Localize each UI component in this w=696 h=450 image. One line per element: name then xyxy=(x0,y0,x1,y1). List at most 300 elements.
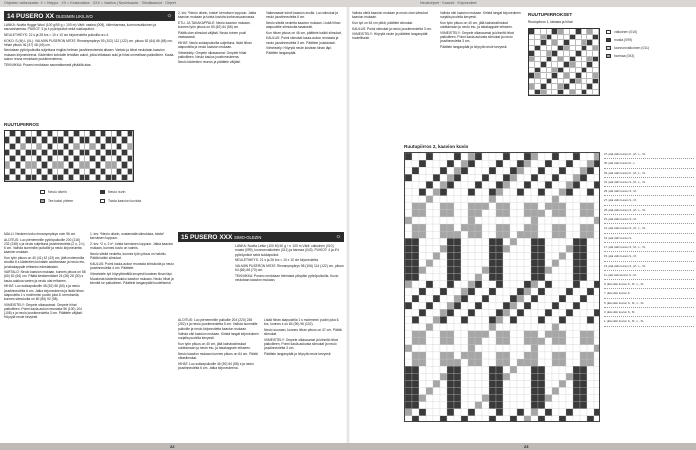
big-chart-cell xyxy=(419,217,426,224)
big-chart-cell xyxy=(433,238,440,245)
col-h-p4: Päättele langanpäät ja höyrytä neule kevyesti. xyxy=(440,44,508,49)
big-chart-cell xyxy=(559,153,566,160)
big-chart-cell xyxy=(587,395,594,402)
big-chart-cell xyxy=(482,153,489,160)
big-chart-cell xyxy=(475,252,482,259)
big-chart-cell xyxy=(496,395,503,402)
big-chart-cell xyxy=(594,395,600,402)
big-chart-cell xyxy=(503,267,510,274)
big-chart-cell xyxy=(419,174,426,181)
big-chart-cell xyxy=(447,387,454,394)
big-chart-cell xyxy=(440,402,447,409)
big-chart-cell xyxy=(531,338,538,345)
big-chart-cell xyxy=(433,345,440,352)
big-chart-cell xyxy=(433,174,440,181)
big-chart-cell xyxy=(559,331,566,338)
pattern-14-materials: LANKA: Novita Hygge Wool (100 g/50 g = 100 m) Värit: vaalea (008), hiilenharmaa, luonnonvalkoinen ja sauvanharmaa. PUIKOT: 3 ja 4 pyöröpuikot sekä sukkapuikot. xyxy=(4,23,156,32)
big-chart-cell xyxy=(545,395,552,402)
big-chart-cell xyxy=(587,210,594,217)
big-chart-cell xyxy=(468,181,475,188)
big-chart-cell xyxy=(580,267,587,274)
big-chart-cell xyxy=(461,338,468,345)
big-chart-cell xyxy=(447,267,454,274)
big-chart-cell xyxy=(475,160,482,167)
big-chart-cell xyxy=(580,189,587,196)
big-chart-cell xyxy=(489,274,496,281)
big-chart-cell xyxy=(538,217,545,224)
sun-icon: ☼ xyxy=(166,12,172,19)
big-chart-cell xyxy=(475,245,482,252)
big-chart-cell xyxy=(461,217,468,224)
big-chart-cell xyxy=(433,309,440,316)
big-chart-cell xyxy=(454,267,461,274)
big-chart-cell xyxy=(531,380,538,387)
big-chart-cell xyxy=(405,189,412,196)
big-chart-cell xyxy=(412,409,419,416)
row-note: 25. jätä välin kuvion S., M., L., XL xyxy=(604,206,694,215)
big-chart-cell xyxy=(468,288,475,295)
big-chart-cell xyxy=(496,302,503,309)
big-chart-cell xyxy=(475,402,482,409)
big-chart-cell xyxy=(489,252,496,259)
big-chart-cell xyxy=(496,409,503,416)
big-chart-cell xyxy=(524,274,531,281)
big-chart-cell xyxy=(594,245,600,252)
big-chart-cell xyxy=(538,416,545,422)
big-chart-cell xyxy=(545,324,552,331)
big-chart-cell xyxy=(405,302,412,309)
big-chart-cell xyxy=(496,281,503,288)
big-chart-cell xyxy=(538,395,545,402)
big-chart-cell xyxy=(545,409,552,416)
big-chart-cell xyxy=(538,331,545,338)
big-chart-cell xyxy=(580,416,587,422)
big-chart-cell xyxy=(461,373,468,380)
big-chart-cell xyxy=(440,189,447,196)
big-chart-cell xyxy=(475,231,482,238)
big-chart-cell xyxy=(482,359,489,366)
big-chart-cell xyxy=(405,295,412,302)
big-chart-cell xyxy=(580,238,587,245)
big-chart-cell xyxy=(496,309,503,316)
big-chart-cell xyxy=(545,338,552,345)
big-chart-cell xyxy=(524,217,531,224)
big-chart-cell xyxy=(510,387,517,394)
big-chart-cell xyxy=(496,153,503,160)
big-chart-cell xyxy=(538,387,545,394)
col-b-p4: KAULUS: Poimi kaula-aukon reunasta silmukoita ja neulo joustinneuletta 4 cm. Päättele. xyxy=(90,261,174,270)
big-chart-cell xyxy=(510,302,517,309)
big-chart-cell xyxy=(538,281,545,288)
big-chart-cell xyxy=(468,231,475,238)
big-chart-cell xyxy=(524,302,531,309)
big-chart-cell xyxy=(489,238,496,245)
big-chart-cell xyxy=(531,416,538,422)
big-chart-cell xyxy=(566,345,573,352)
big-chart-cell xyxy=(552,395,559,402)
big-chart-cell xyxy=(433,245,440,252)
big-chart-cell xyxy=(419,295,426,302)
big-chart-cell xyxy=(587,309,594,316)
big-chart-cell xyxy=(412,302,419,309)
big-chart-cell xyxy=(412,387,419,394)
big-chart-cell xyxy=(538,309,545,316)
big-chart-cell xyxy=(447,260,454,267)
big-chart-cell xyxy=(426,203,433,210)
big-chart-cell xyxy=(496,366,503,373)
big-chart-cell xyxy=(510,160,517,167)
big-chart-cell xyxy=(405,395,412,402)
big-chart-cell xyxy=(531,387,538,394)
column-c xyxy=(178,11,262,221)
big-chart-cell xyxy=(454,387,461,394)
big-chart-cell xyxy=(510,352,517,359)
big-chart-cell xyxy=(524,160,531,167)
big-chart-cell xyxy=(412,181,419,188)
big-chart-cell xyxy=(524,174,531,181)
big-chart-cell xyxy=(503,252,510,259)
pattern-15-technique: TEKNIIKKA: Pusero neulotaan helmasta ylöspäin pyöröpuikoilla. Kuvio neulotaan kaavion mukaan. xyxy=(235,273,339,282)
big-chart-cell xyxy=(524,352,531,359)
big-chart-cell xyxy=(419,373,426,380)
big-chart-cell xyxy=(538,302,545,309)
big-chart-cell xyxy=(580,160,587,167)
big-chart-cell xyxy=(538,359,545,366)
big-chart-cell xyxy=(454,160,461,167)
big-chart-cell xyxy=(580,331,587,338)
big-chart-cell xyxy=(524,288,531,295)
big-chart-cell xyxy=(440,366,447,373)
big-chart-cell xyxy=(552,224,559,231)
big-chart-cell xyxy=(426,309,433,316)
big-chart-cell xyxy=(489,174,496,181)
big-chart-cell xyxy=(587,302,594,309)
big-chart-cell xyxy=(517,281,524,288)
big-chart-cell xyxy=(587,260,594,267)
big-chart-cell xyxy=(496,224,503,231)
big-chart-cell xyxy=(517,402,524,409)
big-chart-cell xyxy=(433,167,440,174)
big-chart-cell xyxy=(594,345,600,352)
big-chart-cell xyxy=(510,395,517,402)
big-chart-cell xyxy=(440,295,447,302)
big-chart-cell xyxy=(566,281,573,288)
big-chart-cell xyxy=(496,288,503,295)
big-chart-cell xyxy=(566,274,573,281)
big-chart-cell xyxy=(580,316,587,323)
rib-legend-item xyxy=(40,199,73,203)
big-chart-cell xyxy=(412,252,419,259)
big-chart-cell xyxy=(412,245,419,252)
big-chart-cell xyxy=(426,380,433,387)
big-chart-cell xyxy=(580,274,587,281)
big-chart-cell xyxy=(545,281,552,288)
big-chart-cell xyxy=(405,267,412,274)
big-chart-cell xyxy=(517,324,524,331)
big-chart-cell xyxy=(447,252,454,259)
big-chart-cell xyxy=(580,260,587,267)
big-chart-cell xyxy=(475,210,482,217)
big-chart-cell xyxy=(454,189,461,196)
big-chart-cell xyxy=(587,324,594,331)
big-chart-cell xyxy=(454,217,461,224)
col-e-p0: ALOITUS: Luo pienemmille puikoille 204 (220) 236 (252) s ja neulo joustinneuletta 5 cm. Vaihda isommille puikoille ja neulo kirjoneuletta kaavion mukaan. xyxy=(178,318,258,331)
big-chart-cell xyxy=(566,260,573,267)
big-chart-cell xyxy=(482,281,489,288)
big-chart-cell xyxy=(475,345,482,352)
big-chart-cell xyxy=(405,160,412,167)
big-chart-cell xyxy=(468,210,475,217)
big-chart-cell xyxy=(433,160,440,167)
big-chart-cell xyxy=(461,380,468,387)
big-chart-cell xyxy=(559,409,566,416)
big-chart-cell xyxy=(461,387,468,394)
col-g-p2: Kun työ on 64 cm pitkä, päättele silmukat. xyxy=(352,20,414,25)
big-chart-cell xyxy=(475,217,482,224)
big-chart-cell xyxy=(552,316,559,323)
big-chart-cell xyxy=(531,402,538,409)
rib-legend-item xyxy=(100,190,125,194)
big-chart-cell xyxy=(475,174,482,181)
big-chart-cell xyxy=(419,309,426,316)
col-f-p1: Lisää hihan alapuolella 1 s molemmin puolin joka 6. krs, kunnes s on 84 (90) 96 (102). xyxy=(264,318,340,327)
big-chart-cell xyxy=(482,380,489,387)
big-chart-cell xyxy=(468,416,475,422)
big-chart-cell xyxy=(573,252,580,259)
big-chart-cell xyxy=(566,252,573,259)
big-chart-cell xyxy=(545,224,552,231)
big-chart-cell xyxy=(580,245,587,252)
big-chart-cell xyxy=(468,373,475,380)
big-chart-cell xyxy=(419,189,426,196)
big-chart-cell xyxy=(524,196,531,203)
big-chart-cell xyxy=(573,409,580,416)
big-chart-cell xyxy=(580,402,587,409)
column-f xyxy=(264,318,344,440)
big-chart-cell xyxy=(552,231,559,238)
big-chart-cell xyxy=(433,402,440,409)
big-chart-cell xyxy=(524,345,531,352)
big-chart-cell xyxy=(489,189,496,196)
big-chart-cell xyxy=(531,324,538,331)
big-chart-cell xyxy=(454,288,461,295)
big-chart-cell xyxy=(503,160,510,167)
big-chart-cell xyxy=(454,203,461,210)
big-chart-cell xyxy=(489,245,496,252)
big-chart-cell xyxy=(447,210,454,217)
big-chart-cell xyxy=(580,174,587,181)
col-f-p2: Neulo suoraan, kunnes hihan pituus on 47 cm. Päätä silmukat. xyxy=(264,327,342,337)
big-chart-cell xyxy=(531,274,538,281)
big-chart-cell xyxy=(552,324,559,331)
big-chart-cell xyxy=(594,302,600,309)
big-chart-cell xyxy=(433,196,440,203)
big-chart-cell xyxy=(503,288,510,295)
pattern-15-sizes: VALMIIN PUSERON MITAT: Rinnanympärys 98 (106) 114 (122) cm, pituus 64 (66) 68 (70) cm. xyxy=(235,263,344,273)
big-chart-cell xyxy=(573,217,580,224)
big-chart-cell xyxy=(538,153,545,160)
big-chart-cell xyxy=(440,174,447,181)
big-chart-cell xyxy=(573,373,580,380)
big-chart-cell xyxy=(552,153,559,160)
big-chart-cell xyxy=(496,210,503,217)
big-chart-cell xyxy=(447,167,454,174)
big-chart-cell xyxy=(482,160,489,167)
big-chart-cell xyxy=(531,359,538,366)
big-chart-cell xyxy=(566,210,573,217)
big-chart-cell xyxy=(510,295,517,302)
big-chart-cell xyxy=(517,252,524,259)
big-chart-cell xyxy=(475,395,482,402)
big-chart-cell xyxy=(447,274,454,281)
big-chart-cell xyxy=(412,402,419,409)
big-chart-cell xyxy=(419,352,426,359)
big-chart-cell xyxy=(524,359,531,366)
big-chart-cell xyxy=(468,359,475,366)
big-chart-cell xyxy=(405,338,412,345)
big-chart-cell xyxy=(503,203,510,210)
big-chart-cell xyxy=(538,260,545,267)
column-b xyxy=(90,232,174,440)
big-chart-cell xyxy=(433,217,440,224)
big-chart-cell xyxy=(503,338,510,345)
big-chart-cell xyxy=(503,366,510,373)
legend-label: Neulo nurin xyxy=(108,190,126,194)
big-chart-cell xyxy=(538,196,545,203)
big-chart-cell xyxy=(426,181,433,188)
big-chart-cell xyxy=(580,167,587,174)
big-chart-cell xyxy=(461,331,468,338)
row-note: 11. jätä välin kuvion S., M. xyxy=(604,271,694,280)
big-chart-cell xyxy=(433,302,440,309)
big-chart-cell xyxy=(433,338,440,345)
big-chart-cell xyxy=(524,366,531,373)
big-chart-cell xyxy=(496,324,503,331)
big-chart-cell xyxy=(594,203,600,210)
big-chart-cell xyxy=(559,288,566,295)
big-chart-cell xyxy=(510,174,517,181)
big-chart-cell xyxy=(510,402,517,409)
big-chart-cell xyxy=(405,288,412,295)
big-chart-cell xyxy=(461,316,468,323)
big-chart-cell xyxy=(489,359,496,366)
big-chart-cell xyxy=(489,416,496,422)
big-chart-cell xyxy=(573,316,580,323)
big-chart-cell xyxy=(524,324,531,331)
big-chart-cell xyxy=(580,373,587,380)
big-chart-cell xyxy=(489,181,496,188)
big-chart-cell xyxy=(587,224,594,231)
big-chart-cell xyxy=(475,181,482,188)
right-legend-item xyxy=(606,54,634,58)
big-chart-cell xyxy=(468,153,475,160)
big-chart-cell xyxy=(468,402,475,409)
big-chart-cell xyxy=(426,260,433,267)
big-chart-cell xyxy=(461,224,468,231)
big-chart-cell xyxy=(594,181,600,188)
big-chart-cell xyxy=(552,274,559,281)
row-note: 17. jätä välin kuvion S., M., L., XL xyxy=(604,243,694,252)
big-chart-cell xyxy=(545,387,552,394)
big-chart-cell xyxy=(412,309,419,316)
big-chart-cell xyxy=(461,210,468,217)
big-chart-cell xyxy=(538,352,545,359)
big-chart-cell xyxy=(440,281,447,288)
big-chart-cell xyxy=(496,217,503,224)
big-chart-cell xyxy=(580,338,587,345)
big-chart-cell xyxy=(461,238,468,245)
rib-cell xyxy=(128,175,133,181)
big-chart-cell xyxy=(412,380,419,387)
big-chart-cell xyxy=(440,181,447,188)
big-chart-cell xyxy=(482,288,489,295)
big-chart-cell xyxy=(531,153,538,160)
big-chart-cell xyxy=(419,167,426,174)
pattern-15-difficulty: XXX xyxy=(219,233,233,241)
big-chart-cell xyxy=(538,366,545,373)
big-chart-cell xyxy=(482,345,489,352)
row-note: 9. jätä välin kuvion S., M., L., XL xyxy=(604,280,694,289)
big-chart-cell xyxy=(454,210,461,217)
col-a-p4: VARTALO: Neulo kaavion mukaan, kunnes pituus on 58 (60) 62 (64) cm. Päätä keskimmäiset 24 (26) 28 (30) s kaula-aukkoa varten ja neulo olat erikseen. xyxy=(4,270,86,283)
big-chart-cell xyxy=(559,295,566,302)
big-chart-cell xyxy=(447,224,454,231)
big-chart-cell xyxy=(426,345,433,352)
big-chart-cell xyxy=(510,231,517,238)
big-chart-cell xyxy=(475,324,482,331)
big-chart-cell xyxy=(468,245,475,252)
big-chart-cell xyxy=(517,196,524,203)
pattern-15-intro xyxy=(235,244,344,314)
big-chart-cell xyxy=(440,167,447,174)
big-chart-cell xyxy=(594,260,600,267)
col-b-p6: Muodosta kädentieaukko kaavion mukaan. Neulo hihat ja kiinnitä ne paikoilleen. Päättele langanpäät huolellisesti. xyxy=(90,277,174,286)
big-chart-cell xyxy=(517,267,524,274)
col-f-p3: VIIMEISTELY: Ompele olkasaumat ja kiinnitä hihat paikoilleen. Poimi kaula-aukosta silmukat ja neulo joustinneuletta 3 cm. xyxy=(264,337,338,351)
big-chart-cell xyxy=(405,260,412,267)
big-chart-cell xyxy=(545,189,552,196)
big-chart-cell xyxy=(524,224,531,231)
big-chart-cell xyxy=(433,380,440,387)
big-chart-cell xyxy=(496,295,503,302)
big-chart-cell xyxy=(482,174,489,181)
row-note: 21. jätä välin kuvion S., M., L., XL xyxy=(604,224,694,233)
big-chart-cell xyxy=(412,260,419,267)
col-b-p3: Neulo sileää neuletta, kunnes työn pituus on haluttu. Päätä kaikki silmukat. xyxy=(90,251,167,261)
big-chart-cell xyxy=(594,316,600,323)
big-chart-cell xyxy=(552,409,559,416)
big-chart-cell xyxy=(433,359,440,366)
big-chart-cell xyxy=(454,302,461,309)
legend-swatch xyxy=(40,199,45,203)
legend-swatch xyxy=(606,46,611,50)
big-chart-cell xyxy=(510,359,517,366)
big-chart-cell xyxy=(559,224,566,231)
big-chart-cell xyxy=(573,338,580,345)
big-chart-cell xyxy=(426,274,433,281)
big-chart-cell xyxy=(461,274,468,281)
big-chart-cell xyxy=(545,288,552,295)
big-chart-cell xyxy=(531,409,538,416)
big-chart-cell xyxy=(426,416,433,422)
big-chart-cell xyxy=(552,359,559,366)
big-chart-cell xyxy=(524,260,531,267)
big-chart-cell xyxy=(412,189,419,196)
big-chart-cell xyxy=(552,203,559,210)
col-h-p2: Kun työn pituus on 40 cm, jätä kainalosilmukat odottamaan ja neulo etu- ja takakappale erikseen. xyxy=(440,20,513,30)
big-chart-cell xyxy=(440,224,447,231)
big-chart-cell xyxy=(482,366,489,373)
